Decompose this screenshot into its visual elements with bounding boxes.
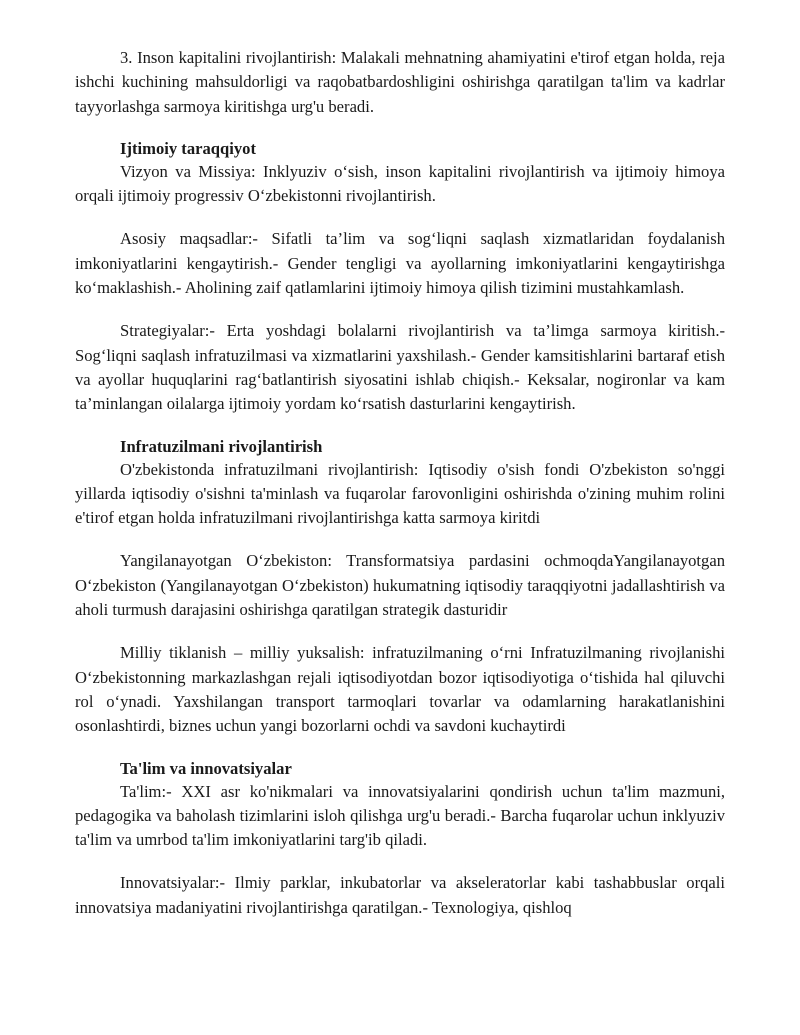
paragraph-main-goals: Asosiy maqsadlar:- Sifatli ta’lim va sogʻliqni saqlash xizmatlaridan foydalanish imkoniyatlarini kengaytirish.- Gender tengligi va ayollarning imkoniyatlarini kengaytirishga koʻmaklashish.- Aholining zaif qatlamlarini ijtimoiy himoya qilish tizimini mustahkamlash. <box>75 229 725 298</box>
heading-education-innovation: Ta'lim va innovatsiyalar <box>120 758 292 778</box>
paragraph-vision-mission: Vizyon va Missiya: Inklyuziv oʻsish, inson kapitalini rivojlantirish va ijtimoiy himoya orqali ijtimoiy progressiv Oʻzbekistonni rivojlantirish. <box>75 161 725 206</box>
spacer <box>75 739 725 758</box>
spacer <box>75 119 725 138</box>
document-page <box>75 46 725 920</box>
spacer <box>75 622 725 641</box>
paragraph-strategies: Strategiyalar:- Erta yoshdagi bolalarni rivojlantirish va ta’limga sarmoya kiritish.- Sogʻliqni saqlash infratuzilmasi va xizmatlarini yaxshilash.- Gender kamsitishlarini bartaraf etish va ayollar huquqlarini ragʻbatlantirish siyosatini ishlab chiqish.- Keksalar, nogironlar va kam ta’minlangan oilalarga ijtimoiy yordam koʻrsatish dasturlarini kengaytirish. <box>75 321 725 414</box>
paragraph-human-capital: 3. Inson kapitalini rivojlantirish: Malakali mehnatning ahamiyatini e'tirof etgan holda, reja ishchi kuchining mahsuldorligi va raqobatbardoshligini oshirishga qaratilgan ta'lim va kadrlar tayyorlashga sarmoya kiritishga urg'u beradi. <box>75 48 725 116</box>
paragraph-infrastructure-development: O'zbekistonda infratuzilmani rivojlantirish: Iqtisodiy o'sish fondi O'zbekiston so'nggi yillarda iqtisodiy o'sishni ta'minlash va fuqarolar farovonligini oshirishda o'zining muhim rolini e'tirof etgan holda infratuzilmani rivojlantirishga katta sarmoya kiritdi <box>75 459 725 528</box>
heading-social-progress: Ijtimoiy taraqqiyot <box>120 138 256 158</box>
heading-infrastructure: Infratuzilmani rivojlantirish <box>120 436 323 456</box>
spacer <box>75 417 725 436</box>
spacer <box>75 300 725 319</box>
paragraph-innovations: Innovatsiyalar:- Ilmiy parklar, inkubatorlar va akseleratorlar kabi tashabbuslar orqali innovatsiya madaniyatini rivojlantirishga qaratilgan.- Texnologiya, qishloq <box>75 873 725 917</box>
spacer <box>75 530 725 549</box>
spacer <box>75 208 725 227</box>
paragraph-education: Ta'lim:- XXI asr ko'nikmalari va innovatsiyalarini qondirish uchun ta'lim mazmuni, pedagogika va baholash tizimlarini isloh qilishga urg'u beradi.- Barcha fuqarolar uchun inklyuziv ta'lim va umrbod ta'lim imkoniyatlarini targ'ib qiladi. <box>75 781 725 850</box>
paragraph-national-revival: Milliy tiklanish – milliy yuksalish: infratuzilmaning oʻrni Infratuzilmaning rivojlanishi Oʻzbekistonning markazlashgan rejali iqtisodiyotdan bozor iqtisodiyotiga oʻtishida hal qiluvchi rol oʻynadi. Yaxshilangan transport tarmoqlari tovarlar va odamlarning harakatlanishini osonlashtirdi, biznes uchun yangi bozorlarni ochdi va savdoni kuchaytirdi <box>75 643 725 736</box>
paragraph-new-uzbekistan: Yangilanayotgan Oʻzbekiston: Transformatsiya pardasini ochmoqdaYangilanayotgan Oʻzbekiston (Yangilanayotgan Oʻzbekiston) hukumatning iqtisodiy taraqqiyotni jadallashtirish va aholi turmush darajasini oshirishga qaratilgan strategik dasturidir <box>75 551 725 620</box>
spacer <box>75 852 725 871</box>
